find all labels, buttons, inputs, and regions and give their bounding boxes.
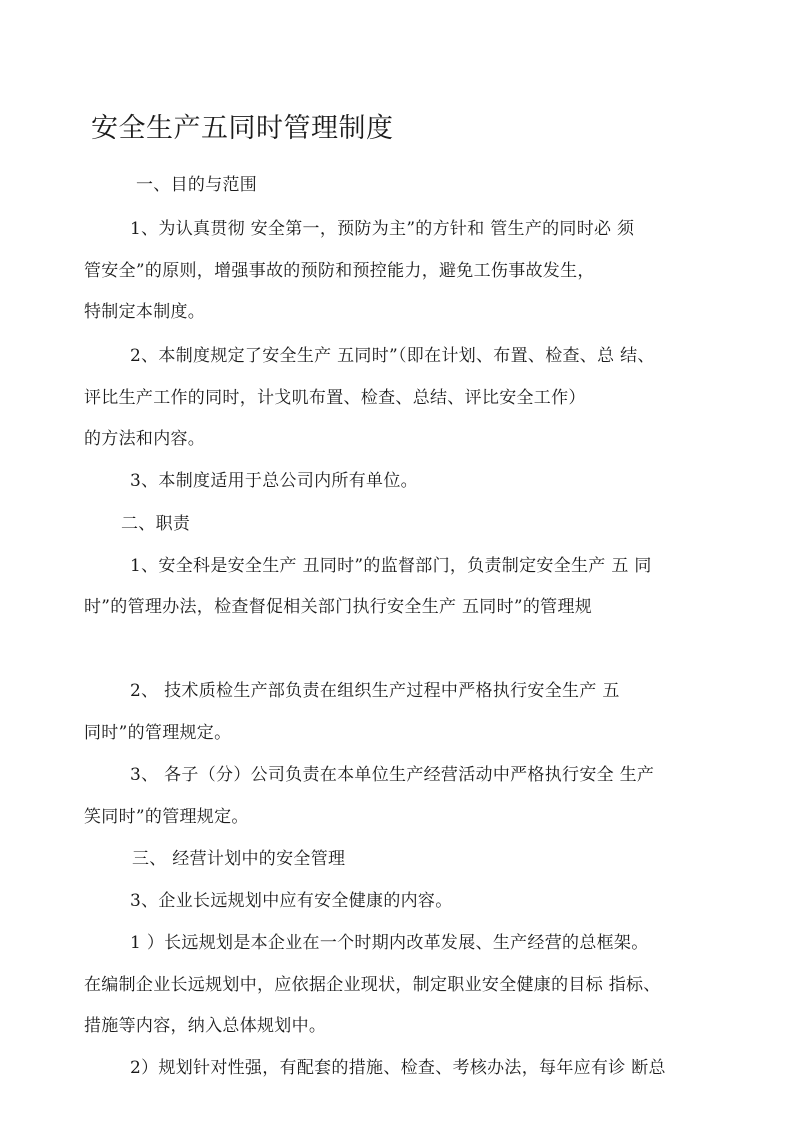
section-heading: 二、职责 xyxy=(121,514,191,534)
paragraph-line: 2、本制度规定了安全生产 五同时”（即在计划、布置、检查、总 结、 xyxy=(130,346,655,366)
section-heading: 三、 经营计划中的安全管理 xyxy=(132,849,346,869)
paragraph-line: 管安全”的原则，增强事故的预防和预控能力，避免工伤事故发生， xyxy=(84,261,595,281)
paragraph-line: 3、 各子（分）公司负责在本单位生产经营活动中严格执行安全 生产 xyxy=(130,765,655,785)
paragraph-line: 1、为认真贯彻 安全第一，预防为主”的方针和 管生产的同时必 须 xyxy=(130,219,635,239)
paragraph-line: 1、安全科是安全生产 丑同时”的监督部门，负责制定安全生产 五 同 xyxy=(130,556,652,576)
document-title: 安全生产五同时管理制度 xyxy=(91,113,394,144)
paragraph-line: 措施等内容，纳入总体规划中。 xyxy=(84,1016,327,1036)
paragraph-line: 2）规划针对性强，有配套的措施、检查、考核办法，每年应有诊 断总 xyxy=(130,1058,666,1078)
paragraph-line: 1 ）长远规划是本企业在一个时期内改革发展、生产经营的总框架。 xyxy=(130,933,649,953)
paragraph-line: 3、本制度适用于总公司内所有单位。 xyxy=(130,471,418,491)
paragraph-line: 评比生产工作的同时，计戈叽布置、检查、总结、评比安全工作） xyxy=(84,388,586,408)
paragraph-line: 时”的管理办法，检查督促相关部门执行安全生产 五同时”的管理规 xyxy=(84,597,593,617)
paragraph-line: 同时”的管理规定。 xyxy=(84,723,232,743)
paragraph-line: 特制定本制度。 xyxy=(84,302,206,322)
paragraph-line: 的方法和内容。 xyxy=(84,429,206,449)
paragraph-line: 3、企业长远规划中应有安全健康的内容。 xyxy=(130,891,453,911)
section-heading: 一、目的与范围 xyxy=(136,175,258,195)
paragraph-line: 笑同时”的管理规定。 xyxy=(84,807,249,827)
paragraph-line: 在编制企业长远规划中，应依据企业现状，制定职业安全健康的目标 指标、 xyxy=(84,975,661,995)
paragraph-line: 2、 技术质检生产部负责在组织生产过程中严格执行安全生产 五 xyxy=(130,681,620,701)
